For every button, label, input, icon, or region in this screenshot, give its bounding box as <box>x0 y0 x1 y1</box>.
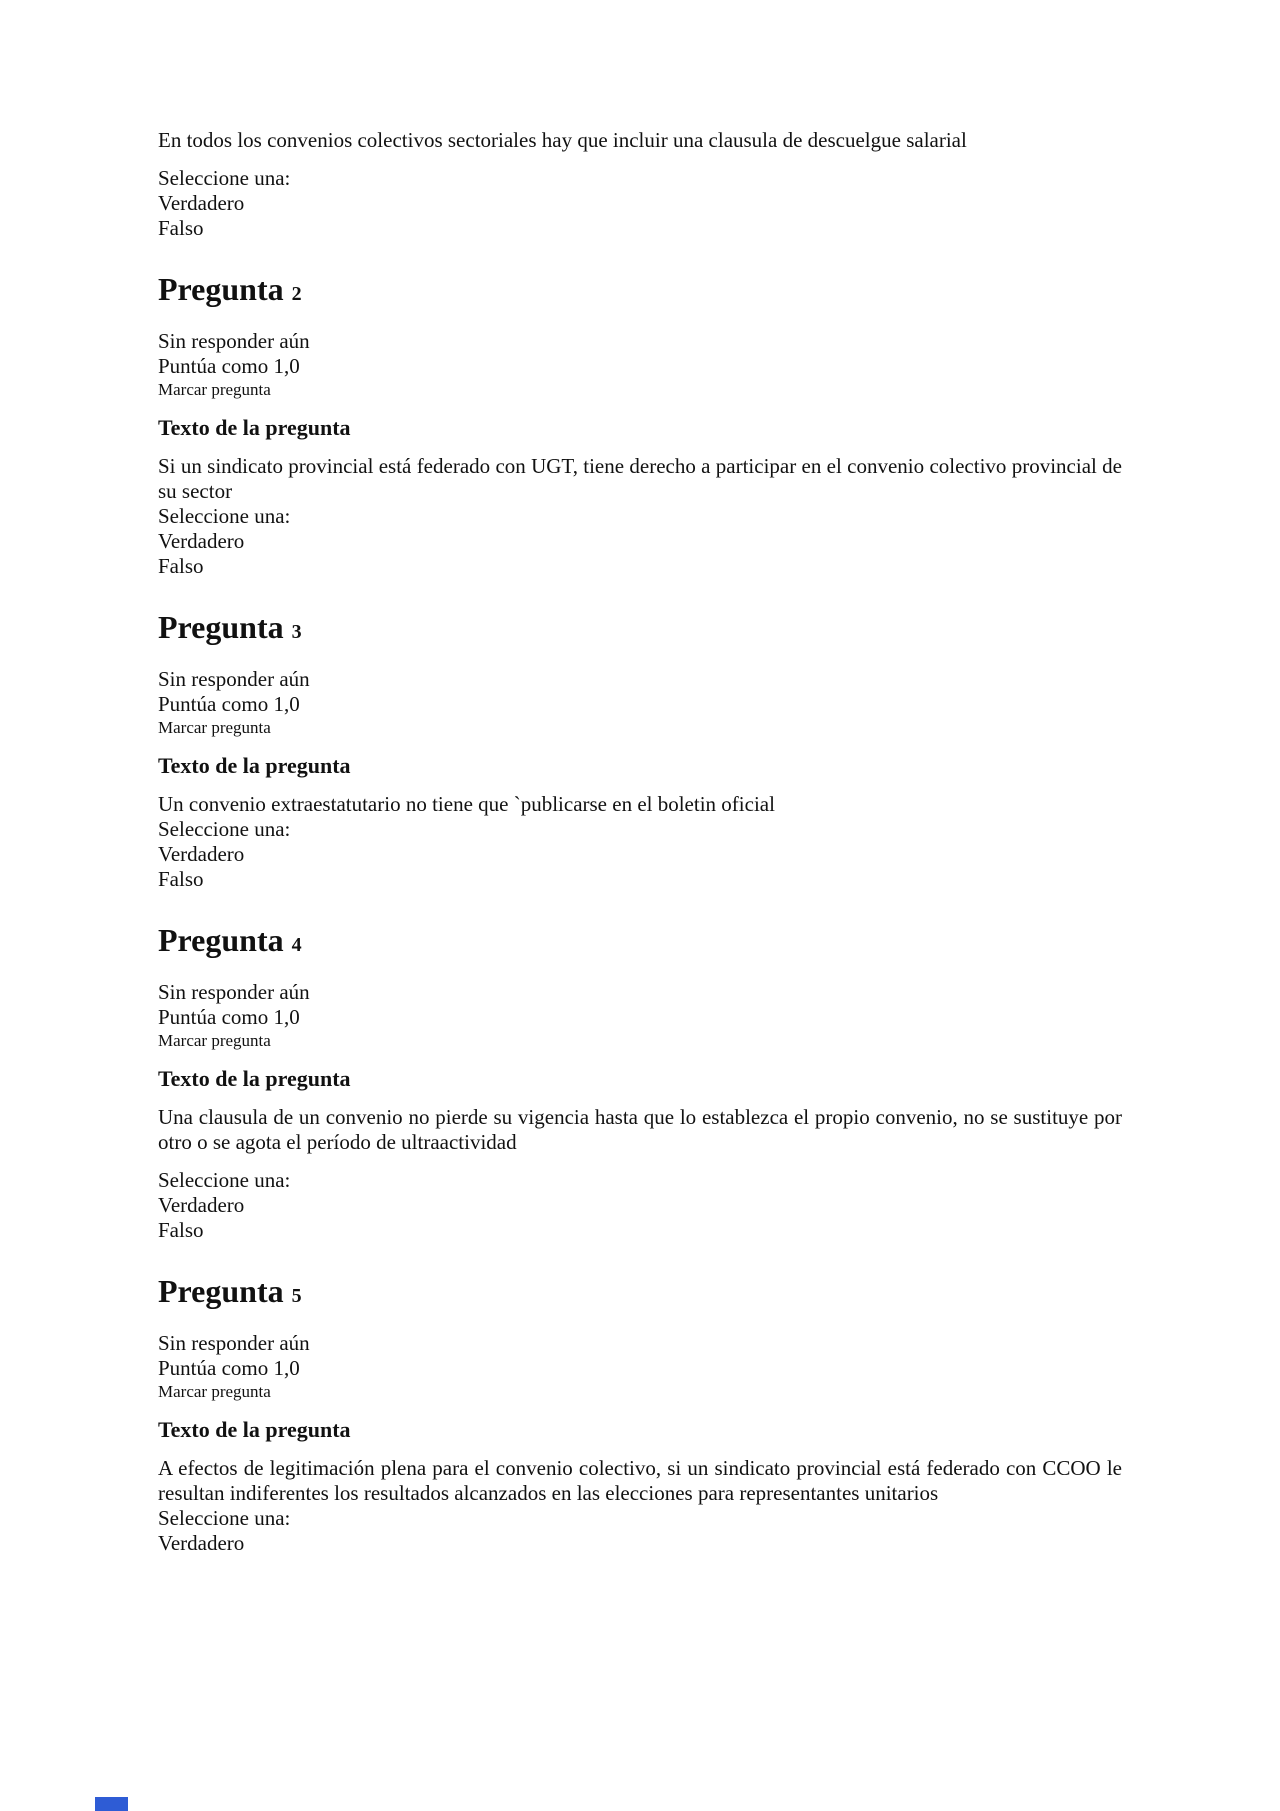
option-verdadero: Verdadero <box>158 191 245 215</box>
question-heading-title: Pregunta <box>158 271 284 307</box>
question-status: Sin responder aún <box>158 980 310 1004</box>
question-status: Sin responder aún <box>158 1331 310 1355</box>
question-block <box>158 1273 1122 1556</box>
question-block <box>158 271 1122 579</box>
option-verdadero: Verdadero <box>158 529 245 553</box>
question-text: Si un sindicato provincial está federado con UGT, tiene derecho a participar en el convenio colectivo provincial de su sector <box>158 454 1122 503</box>
question-heading-title: Pregunta <box>158 922 284 958</box>
question-text-heading: Texto de la pregunta <box>158 753 351 778</box>
option-falso: Falso <box>158 1218 204 1242</box>
flag-question-label: Marcar pregunta <box>158 1382 271 1401</box>
select-label: Seleccione una: <box>158 1506 291 1530</box>
question-number: 5 <box>291 1285 302 1307</box>
question-text: Un convenio extraestatutario no tiene que `publicarse en el boletin oficial <box>158 792 775 816</box>
question-text: En todos los convenios colectivos sectoriales hay que incluir una clausula de descuelgue salarial <box>158 128 967 152</box>
flag-question-label: Marcar pregunta <box>158 718 271 737</box>
question-status: Sin responder aún <box>158 329 310 353</box>
question-meta <box>158 329 1122 400</box>
question-number: 4 <box>291 934 302 956</box>
question-number: 2 <box>291 283 302 305</box>
question-heading <box>158 271 1122 312</box>
question-points: Puntúa como 1,0 <box>158 1356 300 1380</box>
flag-question-label: Marcar pregunta <box>158 380 271 399</box>
question-heading-title: Pregunta <box>158 1273 284 1309</box>
question-block <box>158 609 1122 892</box>
question-points: Puntúa como 1,0 <box>158 354 300 378</box>
answer-choices <box>158 166 1122 241</box>
answer-choices <box>158 1168 1122 1243</box>
question-text: A efectos de legitimación plena para el convenio colectivo, si un sindicato provincial está federado con CCOO le resultan indiferentes los resultados alcanzados en las elecciones para representantes unitarios <box>158 1456 1122 1505</box>
question-heading <box>158 922 1122 963</box>
question-meta <box>158 1331 1122 1402</box>
answer-choices <box>158 1506 1122 1556</box>
question-number: 3 <box>291 621 302 643</box>
option-verdadero: Verdadero <box>158 1193 245 1217</box>
question-status: Sin responder aún <box>158 667 310 691</box>
option-falso: Falso <box>158 216 204 240</box>
question-text: Una clausula de un convenio no pierde su vigencia hasta que lo establezca el propio convenio, no se sustituye por otro o se agota el período de ultraactividad <box>158 1105 1122 1154</box>
bottom-accent-bar <box>95 1797 128 1811</box>
question-points: Puntúa como 1,0 <box>158 692 300 716</box>
option-falso: Falso <box>158 867 204 891</box>
select-label: Seleccione una: <box>158 817 291 841</box>
question-text-heading: Texto de la pregunta <box>158 1066 351 1091</box>
question-meta <box>158 980 1122 1051</box>
select-label: Seleccione una: <box>158 1168 291 1192</box>
questions-list <box>158 271 1122 1556</box>
option-verdadero: Verdadero <box>158 842 245 866</box>
select-label: Seleccione una: <box>158 166 291 190</box>
question-text-heading: Texto de la pregunta <box>158 1417 351 1442</box>
question-heading <box>158 609 1122 650</box>
option-verdadero: Verdadero <box>158 1531 245 1555</box>
question-partial-block <box>158 128 1122 241</box>
answer-choices <box>158 817 1122 892</box>
flag-question-label: Marcar pregunta <box>158 1031 271 1050</box>
select-label: Seleccione una: <box>158 504 291 528</box>
question-text-heading: Texto de la pregunta <box>158 415 351 440</box>
question-points: Puntúa como 1,0 <box>158 1005 300 1029</box>
answer-choices <box>158 504 1122 579</box>
question-block <box>158 922 1122 1243</box>
option-falso: Falso <box>158 554 204 578</box>
question-heading-title: Pregunta <box>158 609 284 645</box>
question-meta <box>158 667 1122 738</box>
question-heading <box>158 1273 1122 1314</box>
